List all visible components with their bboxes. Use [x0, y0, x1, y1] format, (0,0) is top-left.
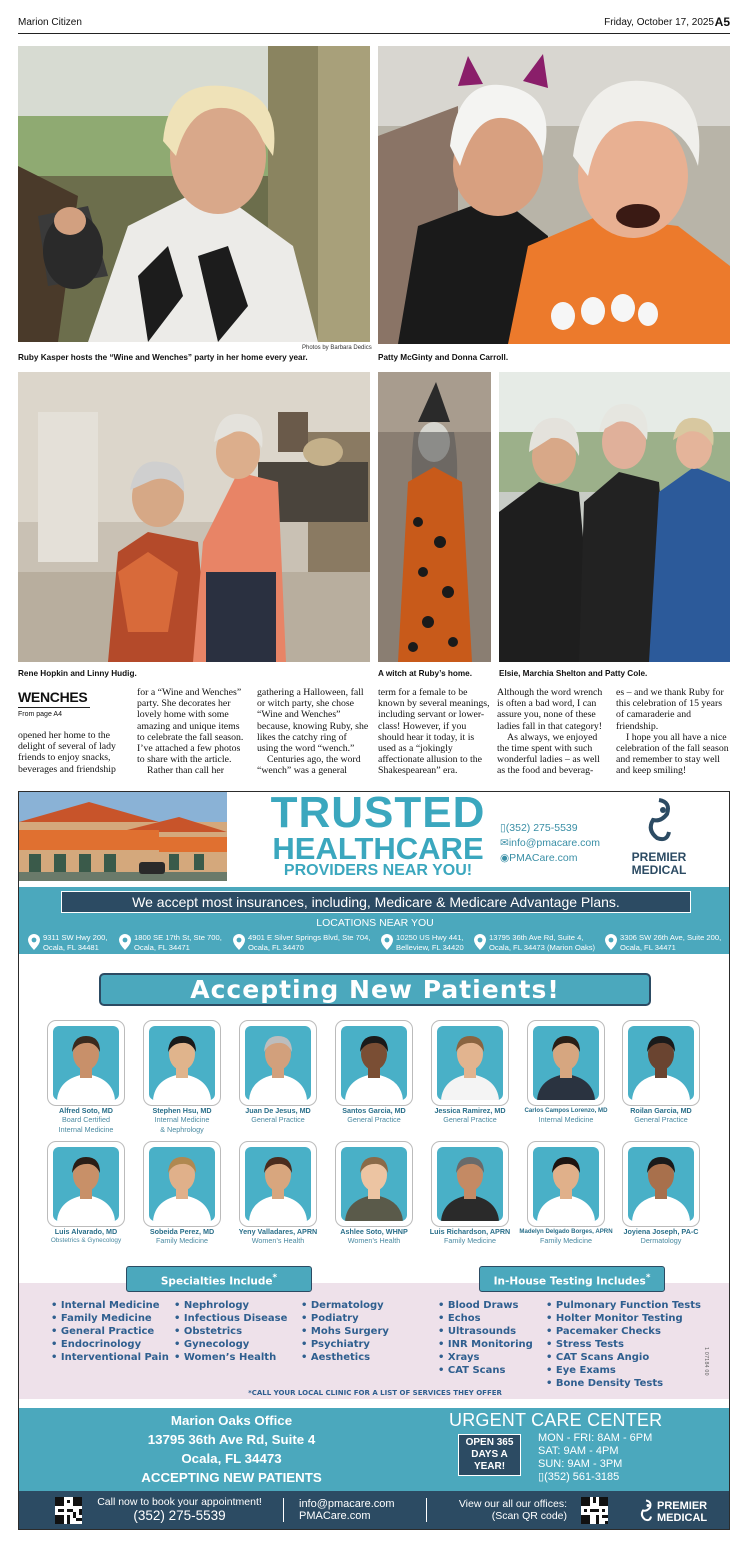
doctor-name: Madelyn Delgado Borges, APRN: [519, 1228, 613, 1235]
doctor-photo-card: [527, 1141, 605, 1227]
footer-phone[interactable]: (352) 275-5539: [133, 1508, 226, 1523]
office-urgent-band: [19, 1408, 730, 1491]
urgent-care-hours: MON - FRI: 8AM - 6PM SAT: 9AM - 4PM SUN: 9AM - 3PM ▯(352) 561-3185: [538, 1432, 653, 1483]
list-item: • INR Monitoring: [438, 1339, 533, 1350]
doctor-photo-card: [335, 1141, 413, 1227]
article-col-3: [257, 687, 370, 777]
email-line[interactable]: ✉info@pmacare.com: [500, 837, 601, 849]
doctor-portrait: [149, 1147, 215, 1221]
jump-line: From page A4: [18, 711, 62, 718]
phone-line[interactable]: ▯(352) 275-5539: [500, 822, 578, 834]
photo-ruby-kasper: [18, 46, 370, 342]
ad-headline: [263, 792, 493, 879]
doctor-photo-card: [431, 1020, 509, 1106]
doctor-photo-card: [431, 1141, 509, 1227]
doctor-photo-card: [143, 1020, 221, 1106]
list-item: • Ultrasounds: [438, 1326, 517, 1337]
doctor-name-block: [326, 1106, 422, 1125]
list-item: • Internal Medicine: [51, 1300, 160, 1311]
list-item: • Infectious Disease: [174, 1313, 288, 1324]
ad-footer: [19, 1491, 730, 1530]
doctor-specialty: General Practice: [251, 1115, 305, 1125]
doctor-name-block: [230, 1227, 326, 1246]
doctor-name-block: [38, 1227, 134, 1246]
footer-divider: [426, 1498, 427, 1522]
location-pin-icon: [474, 934, 486, 950]
insurance-banner: We accept most insurances, including, Medicare & Medicare Advantage Plans.: [61, 891, 691, 913]
location-1[interactable]: 9311 SW Hwy 200, Ocala, FL 34481: [43, 933, 107, 953]
doctor-name: Luis Alvarado, MD: [54, 1227, 118, 1236]
doctor-portrait: [533, 1147, 599, 1221]
doctor-name: Jessica Ramirez, MD: [434, 1106, 506, 1115]
doctor-name-block: [134, 1106, 230, 1134]
photo-credit: Photos by Barbara Dedics: [302, 345, 372, 351]
premier-medical-ad: [18, 791, 730, 1530]
phone-icon: ▯: [538, 1471, 545, 1483]
headline-providers: PROVIDERS NEAR YOU!: [283, 862, 473, 879]
doctor-name-block: [518, 1227, 614, 1246]
doctor-portrait: [245, 1147, 311, 1221]
web-line[interactable]: ◉PMACare.com: [500, 852, 578, 864]
article-paragraph: es – and we thank Ruby for this celebration of 15 years of camaraderie and friendship.: [616, 687, 724, 732]
doctor-portrait: [53, 1147, 119, 1221]
doctor-name-block: [613, 1106, 709, 1125]
doctor-specialty: Board Certified: [62, 1115, 110, 1125]
doctor-name: Ashlee Soto, WHNP: [340, 1227, 408, 1236]
testing-header: In-House Testing Includes*: [479, 1266, 665, 1292]
doctor-name-block: [326, 1227, 422, 1246]
footer-web[interactable]: PMACare.com: [299, 1510, 371, 1522]
list-item: • Eye Exams: [546, 1365, 616, 1376]
doctor-photo-card: [527, 1020, 605, 1106]
doctor-name-block: [134, 1227, 230, 1246]
urgent-care-title: URGENT CARE CENTER: [449, 1410, 663, 1430]
doctor-specialty-2: Internal Medicine: [58, 1124, 114, 1134]
qr-code-right[interactable]: [581, 1497, 608, 1524]
photo-rene-linny: [18, 372, 370, 662]
list-item: • Obstetrics: [174, 1326, 243, 1337]
location-pin-icon: [119, 934, 131, 950]
ad-number: 1 07184 00: [703, 1347, 709, 1376]
qr-code-left[interactable]: [55, 1497, 82, 1524]
doctor-specialty: Internal Medicine: [538, 1115, 594, 1125]
doctor-specialty: Obstetrics & Gynecology: [50, 1237, 122, 1245]
article-paragraph: for a “Wine and Wenches” party. She decorates her lovely home with some amazing and unique items to celebrate the fall season. I’ve attached a few photos to share with the article.: [137, 687, 244, 766]
doctor-photo-card: [47, 1020, 125, 1106]
list-item: • CAT Scans Angio: [546, 1352, 650, 1363]
doctor-specialty: Women’s Health: [251, 1236, 305, 1246]
specialties-col-3: [301, 1299, 389, 1364]
article-paragraph: Although the word wrench is often a bad word, I can assure you, none of these ladies fall in that category!: [497, 687, 603, 732]
photo-witch: [378, 372, 491, 662]
doctor-portrait: [533, 1026, 599, 1100]
clinic-building-image: [19, 792, 227, 881]
doctor-name: Santos Garcia, MD: [342, 1106, 406, 1115]
footer-divider: [283, 1498, 284, 1522]
accepting-new-patients-banner: Accepting New Patients!: [99, 973, 651, 1006]
doctor-portrait: [53, 1026, 119, 1100]
doctor-specialty-2: & Nephrology: [160, 1124, 204, 1134]
open-365-badge: OPEN 365 DAYS A YEAR!: [458, 1434, 521, 1476]
location-pin-icon: [28, 934, 40, 950]
doctor-specialty: Women’s Health: [347, 1236, 401, 1246]
doctor-name-block: [422, 1227, 518, 1246]
doctor-name: Carlos Campos Lorenzo, MD: [524, 1107, 608, 1114]
list-item: • Gynecology: [174, 1339, 250, 1350]
doctor-portrait: [628, 1026, 694, 1100]
testing-col-2: [546, 1299, 701, 1390]
article-col-2: [137, 687, 249, 777]
list-item: • Xrays: [438, 1352, 480, 1363]
article-paragraph: Rather than call her: [147, 765, 224, 777]
doctor-specialty: Family Medicine: [540, 1236, 592, 1246]
doctor-name: Alfred Soto, MD: [59, 1106, 113, 1115]
location-pin-icon: [605, 934, 617, 950]
article-paragraph: opened her home to the delight of several of lady friends to enjoy snacks, beverages and friendship: [18, 730, 116, 775]
doctor-specialty: Internal Medicine: [154, 1115, 210, 1125]
doctor-name: Juan De Jesus, MD: [245, 1106, 311, 1115]
premier-medical-logo-icon: [641, 796, 677, 846]
location-6[interactable]: 3306 SW 26th Ave, Suite 200, Ocala, FL 34471: [620, 933, 721, 953]
specialties-col-2: [174, 1299, 287, 1364]
doctor-name-block: [518, 1106, 614, 1125]
doctor-photo-card: [143, 1141, 221, 1227]
doctor-portrait: [437, 1026, 503, 1100]
article-paragraph: gathering a Halloween, fall or witch party, she chose “Wine and Wenches” because, knowing Ruby, she likes the catchy ring of using the word “wench.”: [257, 687, 369, 755]
doctor-portrait: [245, 1026, 311, 1100]
location-3[interactable]: 4901 E Silver Springs Blvd, Ste 704, Ocala, FL 34470: [248, 933, 370, 953]
list-item: • Endocrinology: [51, 1339, 142, 1350]
caption-photo-1: Ruby Kasper hosts the “Wine and Wenches” party in her home every year.: [18, 353, 308, 362]
page-number: A5: [714, 15, 730, 29]
doctor-specialty: Family Medicine: [444, 1236, 496, 1246]
doctor-portrait: [341, 1147, 407, 1221]
headline-rule: [18, 707, 90, 708]
list-item: • CAT Scans: [438, 1365, 506, 1376]
list-item: • Psychiatry: [301, 1339, 370, 1350]
article-col-5: [497, 687, 610, 777]
email-icon: ✉: [500, 837, 509, 849]
premier-medical-logo-icon: [637, 1497, 655, 1525]
doctor-specialty: General Practice: [634, 1115, 688, 1125]
doctor-photo-card: [239, 1141, 317, 1227]
globe-icon: ◉: [500, 852, 510, 864]
specialties-header: Specialties Include*: [126, 1266, 312, 1292]
list-item: • Nephrology: [174, 1300, 250, 1311]
doctor-name: Yeny Valladares, APRN: [238, 1227, 318, 1236]
caption-photo-4: A witch at Ruby’s home.: [378, 669, 473, 678]
page-header: [18, 16, 730, 34]
doctor-photo-card: [622, 1141, 700, 1227]
list-item: • Echos: [438, 1313, 481, 1324]
article-col-6: [616, 687, 730, 777]
footer-email[interactable]: info@pmacare.com: [299, 1498, 395, 1510]
caption-photo-5: Elsie, Marchia Shelton and Patty Cole.: [499, 669, 648, 678]
doctor-name: Roilan Garcia, MD: [630, 1106, 692, 1115]
location-5[interactable]: 13795 36th Ave Rd, Suite 4, Ocala, FL 34473 (Marion Oaks): [489, 933, 595, 953]
list-item: • Women’s Health: [174, 1352, 277, 1363]
marion-oaks-office: Marion Oaks Office 13795 36th Ave Rd, Suite 4 Ocala, FL 34473 ACCEPTING NEW PATIENTS: [141, 1413, 322, 1485]
doctor-photo-card: [335, 1020, 413, 1106]
article-col-1: [18, 730, 128, 775]
article-col-4: [378, 687, 490, 777]
article-paragraph: I hope you all have a nice celebration of the fall season and remember to stay well and keep smiling!: [616, 731, 729, 777]
location-pin-icon: [381, 934, 393, 950]
article-paragraph: As always, we enjoyed the time spent with such wonderful ladies – as well as the food and beverag-: [497, 731, 600, 777]
doctor-name-block: [230, 1106, 326, 1125]
doctor-specialty: General Practice: [347, 1115, 401, 1125]
specialties-col-1: [51, 1299, 169, 1364]
list-item: • Family Medicine: [51, 1313, 152, 1324]
list-item: • Interventional Pain: [51, 1352, 169, 1363]
doctor-photo-card: [622, 1020, 700, 1106]
doctor-name-block: [613, 1227, 709, 1246]
caption-photo-2: Patty McGinty and Donna Carroll.: [378, 353, 509, 362]
location-2[interactable]: 1800 SE 17th St, Ste 700, Ocala, FL 34471: [134, 933, 222, 953]
view-offices-text: View our all our offices: (Scan QR code): [458, 1498, 567, 1522]
publication-name: Marion Citizen: [18, 17, 82, 28]
testing-col-1: [438, 1299, 533, 1377]
list-item: • Blood Draws: [438, 1300, 519, 1311]
doctor-portrait: [149, 1026, 215, 1100]
insurance-locations-band: [19, 887, 730, 954]
photo-patty-donna: [378, 46, 730, 344]
doctor-name: Sobeida Perez, MD: [149, 1227, 215, 1236]
doctor-specialty: General Practice: [443, 1115, 497, 1125]
doctor-portrait: [341, 1026, 407, 1100]
doctor-specialty: Family Medicine: [156, 1236, 208, 1246]
doctor-name-block: [38, 1106, 134, 1134]
headline-trusted: TRUSTED: [270, 791, 486, 837]
urgent-care-phone[interactable]: ▯(352) 561-3185: [538, 1471, 620, 1483]
locations-title: LOCATIONS NEAR YOU: [316, 917, 434, 929]
doctor-name-block: [422, 1106, 518, 1125]
location-pin-icon: [233, 934, 245, 950]
doctor-name: Luis Richardson, APRN: [429, 1227, 511, 1236]
footer-logo: PREMIER MEDICAL: [635, 1497, 725, 1525]
list-item: • Pacemaker Checks: [546, 1326, 661, 1337]
doctor-portrait: [628, 1147, 694, 1221]
list-item: • Pulmonary Function Tests: [546, 1300, 701, 1311]
book-appointment-text: Call now to book your appointment! (352) 275-5539: [87, 1496, 272, 1523]
list-item: • Mohs Surgery: [301, 1326, 389, 1337]
doctor-specialty: Dermatology: [640, 1236, 682, 1246]
headline-healthcare: HEALTHCARE: [272, 831, 484, 866]
list-item: • General Practice: [51, 1326, 155, 1337]
list-item: • Dermatology: [301, 1300, 384, 1311]
photo-elsie-marchia-patty: [499, 372, 730, 662]
list-item: • Stress Tests: [546, 1339, 624, 1350]
services-note: *CALL YOUR LOCAL CLINIC FOR A LIST OF SERVICES THEY OFFER: [248, 1389, 502, 1397]
location-4[interactable]: 10250 US Hwy 441, Belleview, FL 34420: [396, 933, 464, 953]
caption-photo-3: Rene Hopkin and Linny Hudig.: [18, 669, 137, 678]
article-headline: WENCHES: [18, 689, 88, 705]
doctor-photo-card: [239, 1020, 317, 1106]
list-item: • Aesthetics: [301, 1352, 371, 1363]
premier-medical-logo: PREMIER MEDICAL: [619, 796, 699, 877]
list-item: • Holter Monitor Testing: [546, 1313, 683, 1324]
doctor-portrait: [437, 1147, 503, 1221]
doctor-name: Joyiena Joseph, PA-C: [623, 1227, 699, 1236]
doctor-photo-card: [47, 1141, 125, 1227]
phone-icon: ▯: [500, 822, 506, 834]
list-item: • Podiatry: [301, 1313, 359, 1324]
doctor-name: Stephen Hsu, MD: [152, 1106, 212, 1115]
footer-contact: [299, 1498, 395, 1522]
article-paragraph: Centuries ago, the word “wench” was a general: [257, 754, 361, 777]
issue-date: Friday, October 17, 2025: [604, 17, 714, 28]
list-item: • Bone Density Tests: [546, 1378, 664, 1389]
article-paragraph: term for a female to be known by several meanings, including servant or lower-class! However, if you should hear it today, it is used as a “jokingly affectionate allusion to the Shakespearean” era.: [378, 687, 490, 777]
